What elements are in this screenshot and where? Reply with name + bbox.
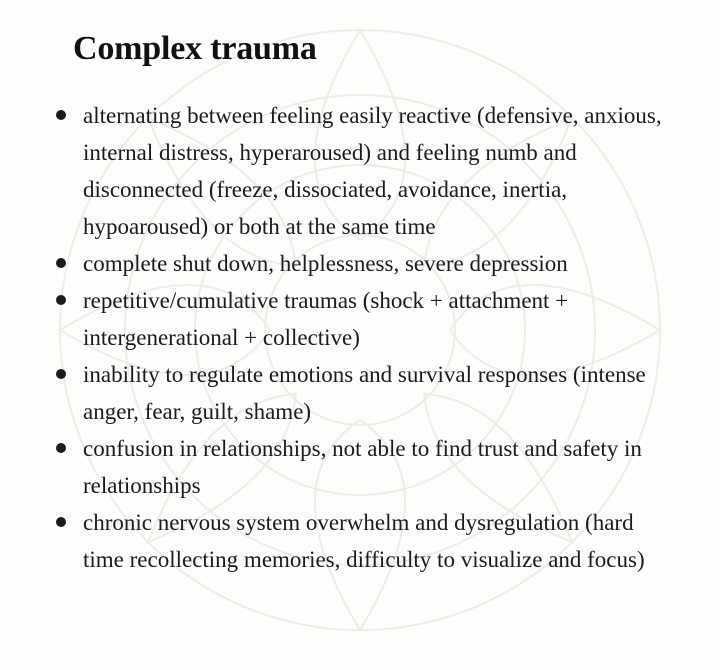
bullet-icon (56, 295, 66, 305)
bullet-icon (56, 369, 66, 379)
list-item (0, 430, 720, 504)
page-title: Complex trauma (73, 30, 317, 67)
list-item (0, 245, 720, 282)
bullet-icon (56, 110, 66, 120)
list-item-text: chronic nervous system overwhelm and dysregulation (hard time recollecting memories, difficulty to visualize and focus) (83, 510, 645, 572)
list-item (0, 504, 720, 578)
list-item-text: complete shut down, helplessness, severe depression (83, 251, 568, 276)
bullet-icon (56, 517, 66, 527)
bullet-icon (56, 443, 66, 453)
list-item (0, 356, 720, 430)
list-item-text: confusion in relationships, not able to find trust and safety in relationships (83, 436, 642, 498)
list-item (0, 282, 720, 356)
list-item (0, 97, 720, 245)
list-item-text: repetitive/cumulative traumas (shock + attachment + intergenerational + collective) (83, 288, 569, 350)
list-item-text: inability to regulate emotions and survival responses (intense anger, fear, guilt, shame) (83, 362, 646, 424)
bullet-list (0, 97, 720, 578)
bullet-icon (56, 258, 66, 268)
list-item-text: alternating between feeling easily reactive (defensive, anxious, internal distress, hyperaroused) and feeling numb and disconnected (freeze, dissociated, avoidance, inertia, hypoaroused) or both at the same time (83, 103, 662, 239)
